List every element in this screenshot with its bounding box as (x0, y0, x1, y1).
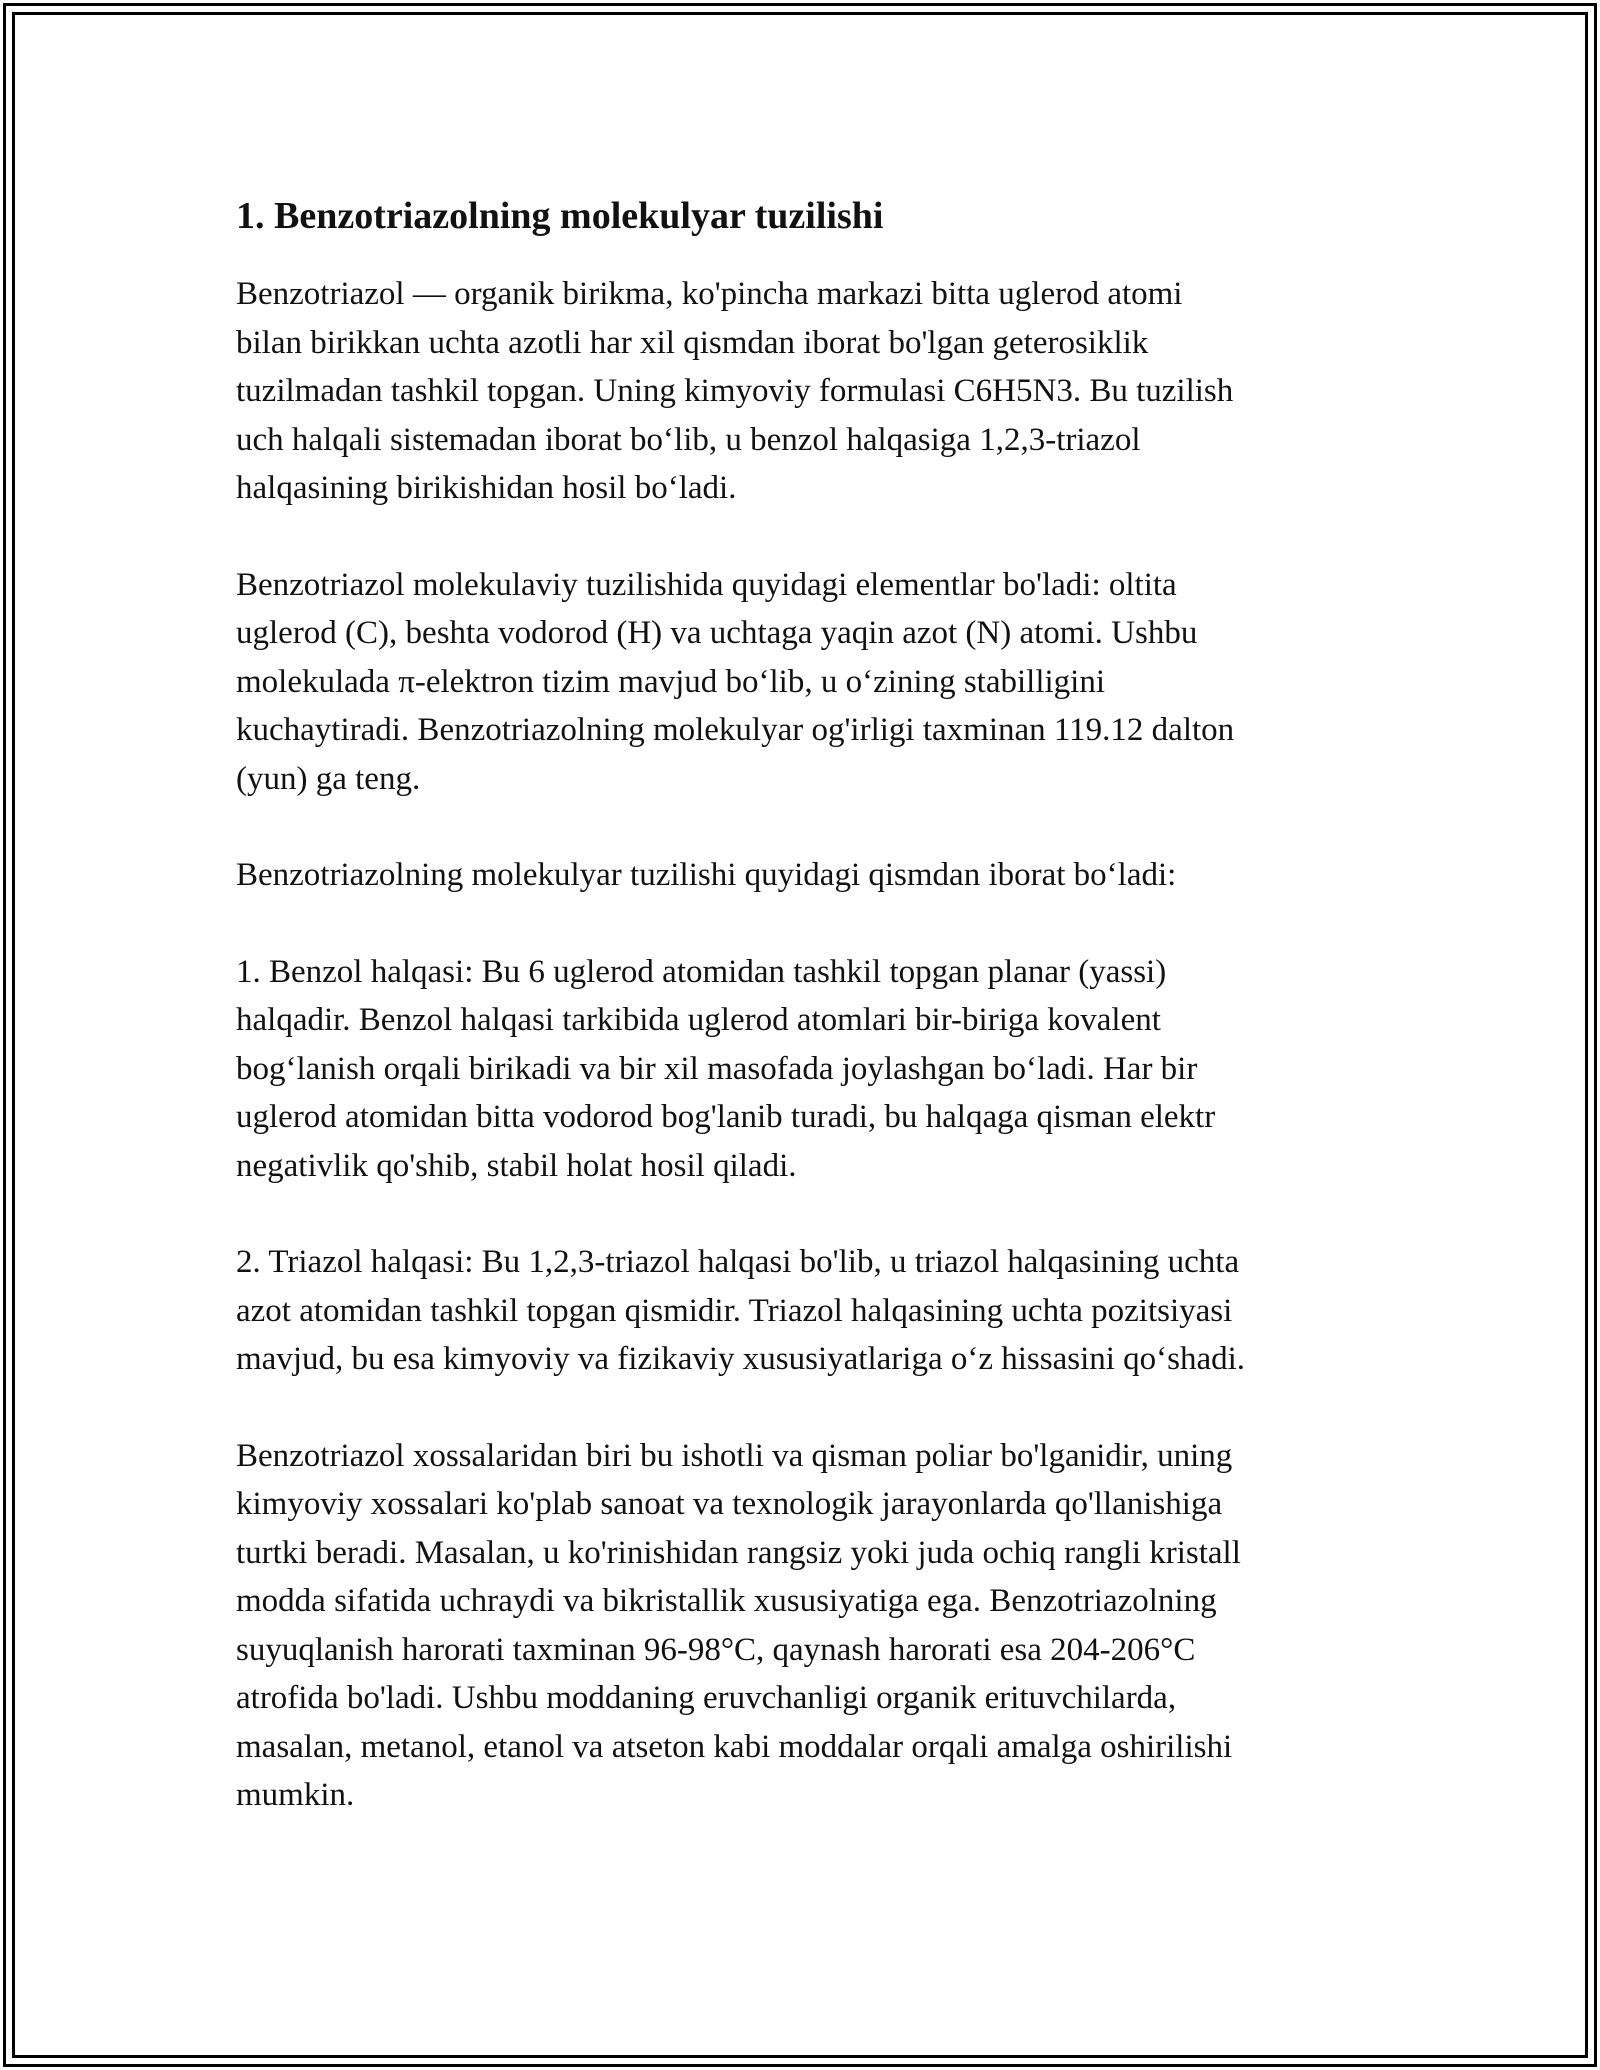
paragraph-composition: Benzotriazol molekulaviy tuzilishida quyidagi elementlar bo'ladi: oltita uglerod (C), beshta vodorod (H) va uchtaga yaqin azot (N) atomi. Ushbu molekulada π-elektron tizim mavjud bo‘lib, u o‘zining stabilligini kuchaytiradi. Benzotriazolning molekulyar og'irligi taxminan 119.12 dalton (yun) ga teng. (236, 566, 1235, 797)
section-heading: 1. Benzotriazolning molekulyar tuzilishi (236, 195, 884, 237)
paragraph-intro: Benzotriazol — organik birikma, ko'pincha markazi bitta uglerod atomi bilan birikkan uchta azotli har xil qismdan iborat bo'lgan geterosiklik tuzilmadan tashkil topgan. Uning kimyoviy formulasi C6H5N3. Bu tuzilish uch halqali sistemadan iborat bo‘lib, u benzol halqasiga 1,2,3-triazol halqasining birikishidan hosil bo‘ladi. (236, 276, 1234, 506)
paragraph-benzene-ring: 1. Benzol halqasi: Bu 6 uglerod atomidan tashkil topgan planar (yassi) halqadir. Benzol halqasi tarkibida uglerod atomlari bir-biriga kovalent bog‘lanish orqali birikadi va bir xil masofada joylashgan bo‘ladi. Har bir uglerod atomidan bitta vodorod bog'lanib turadi, bu halqaga qisman elektr negativlik qo'shib, stabil holat hosil qiladi. (236, 953, 1216, 1184)
paragraph-properties: Benzotriazol xossalaridan biri bu ishotli va qisman poliar bo'lganidir, uning kimyoviy xossalari ko'plab sanoat va texnologik jarayonlarda qo'llanishiga turtki beradi. Masalan, u ko'rinishidan rangsiz yoki juda ochiq rangli kristall modda sifatida uchraydi va bikristallik xususiyatiga ega. Benzotriazolning suyuqlanish harorati taxminan 96-98°C, qaynash harorati esa 204-206°C atrofida bo'ladi. Ushbu moddaning eruvchanligi organik erituvchilarda, masalan, metanol, etanol va atseton kabi moddalar orqali amalga oshirilishi mumkin. (236, 1437, 1241, 1813)
document-body (236, 184, 1376, 1868)
paragraph-structure-intro: Benzotriazolning molekulyar tuzilishi quyidagi qismdan iborat bo‘ladi: (236, 857, 1177, 893)
paragraph-triazole-ring: 2. Triazol halqasi: Bu 1,2,3-triazol halqasi bo'lib, u triazol halqasining uchta azot atomidan tashkil topgan qismidir. Triazol halqasining uchta pozitsiyasi mavjud, bu esa kimyoviy va fizikaviy xususiyatlariga o‘z hissasini qo‘shadi. (236, 1244, 1246, 1377)
